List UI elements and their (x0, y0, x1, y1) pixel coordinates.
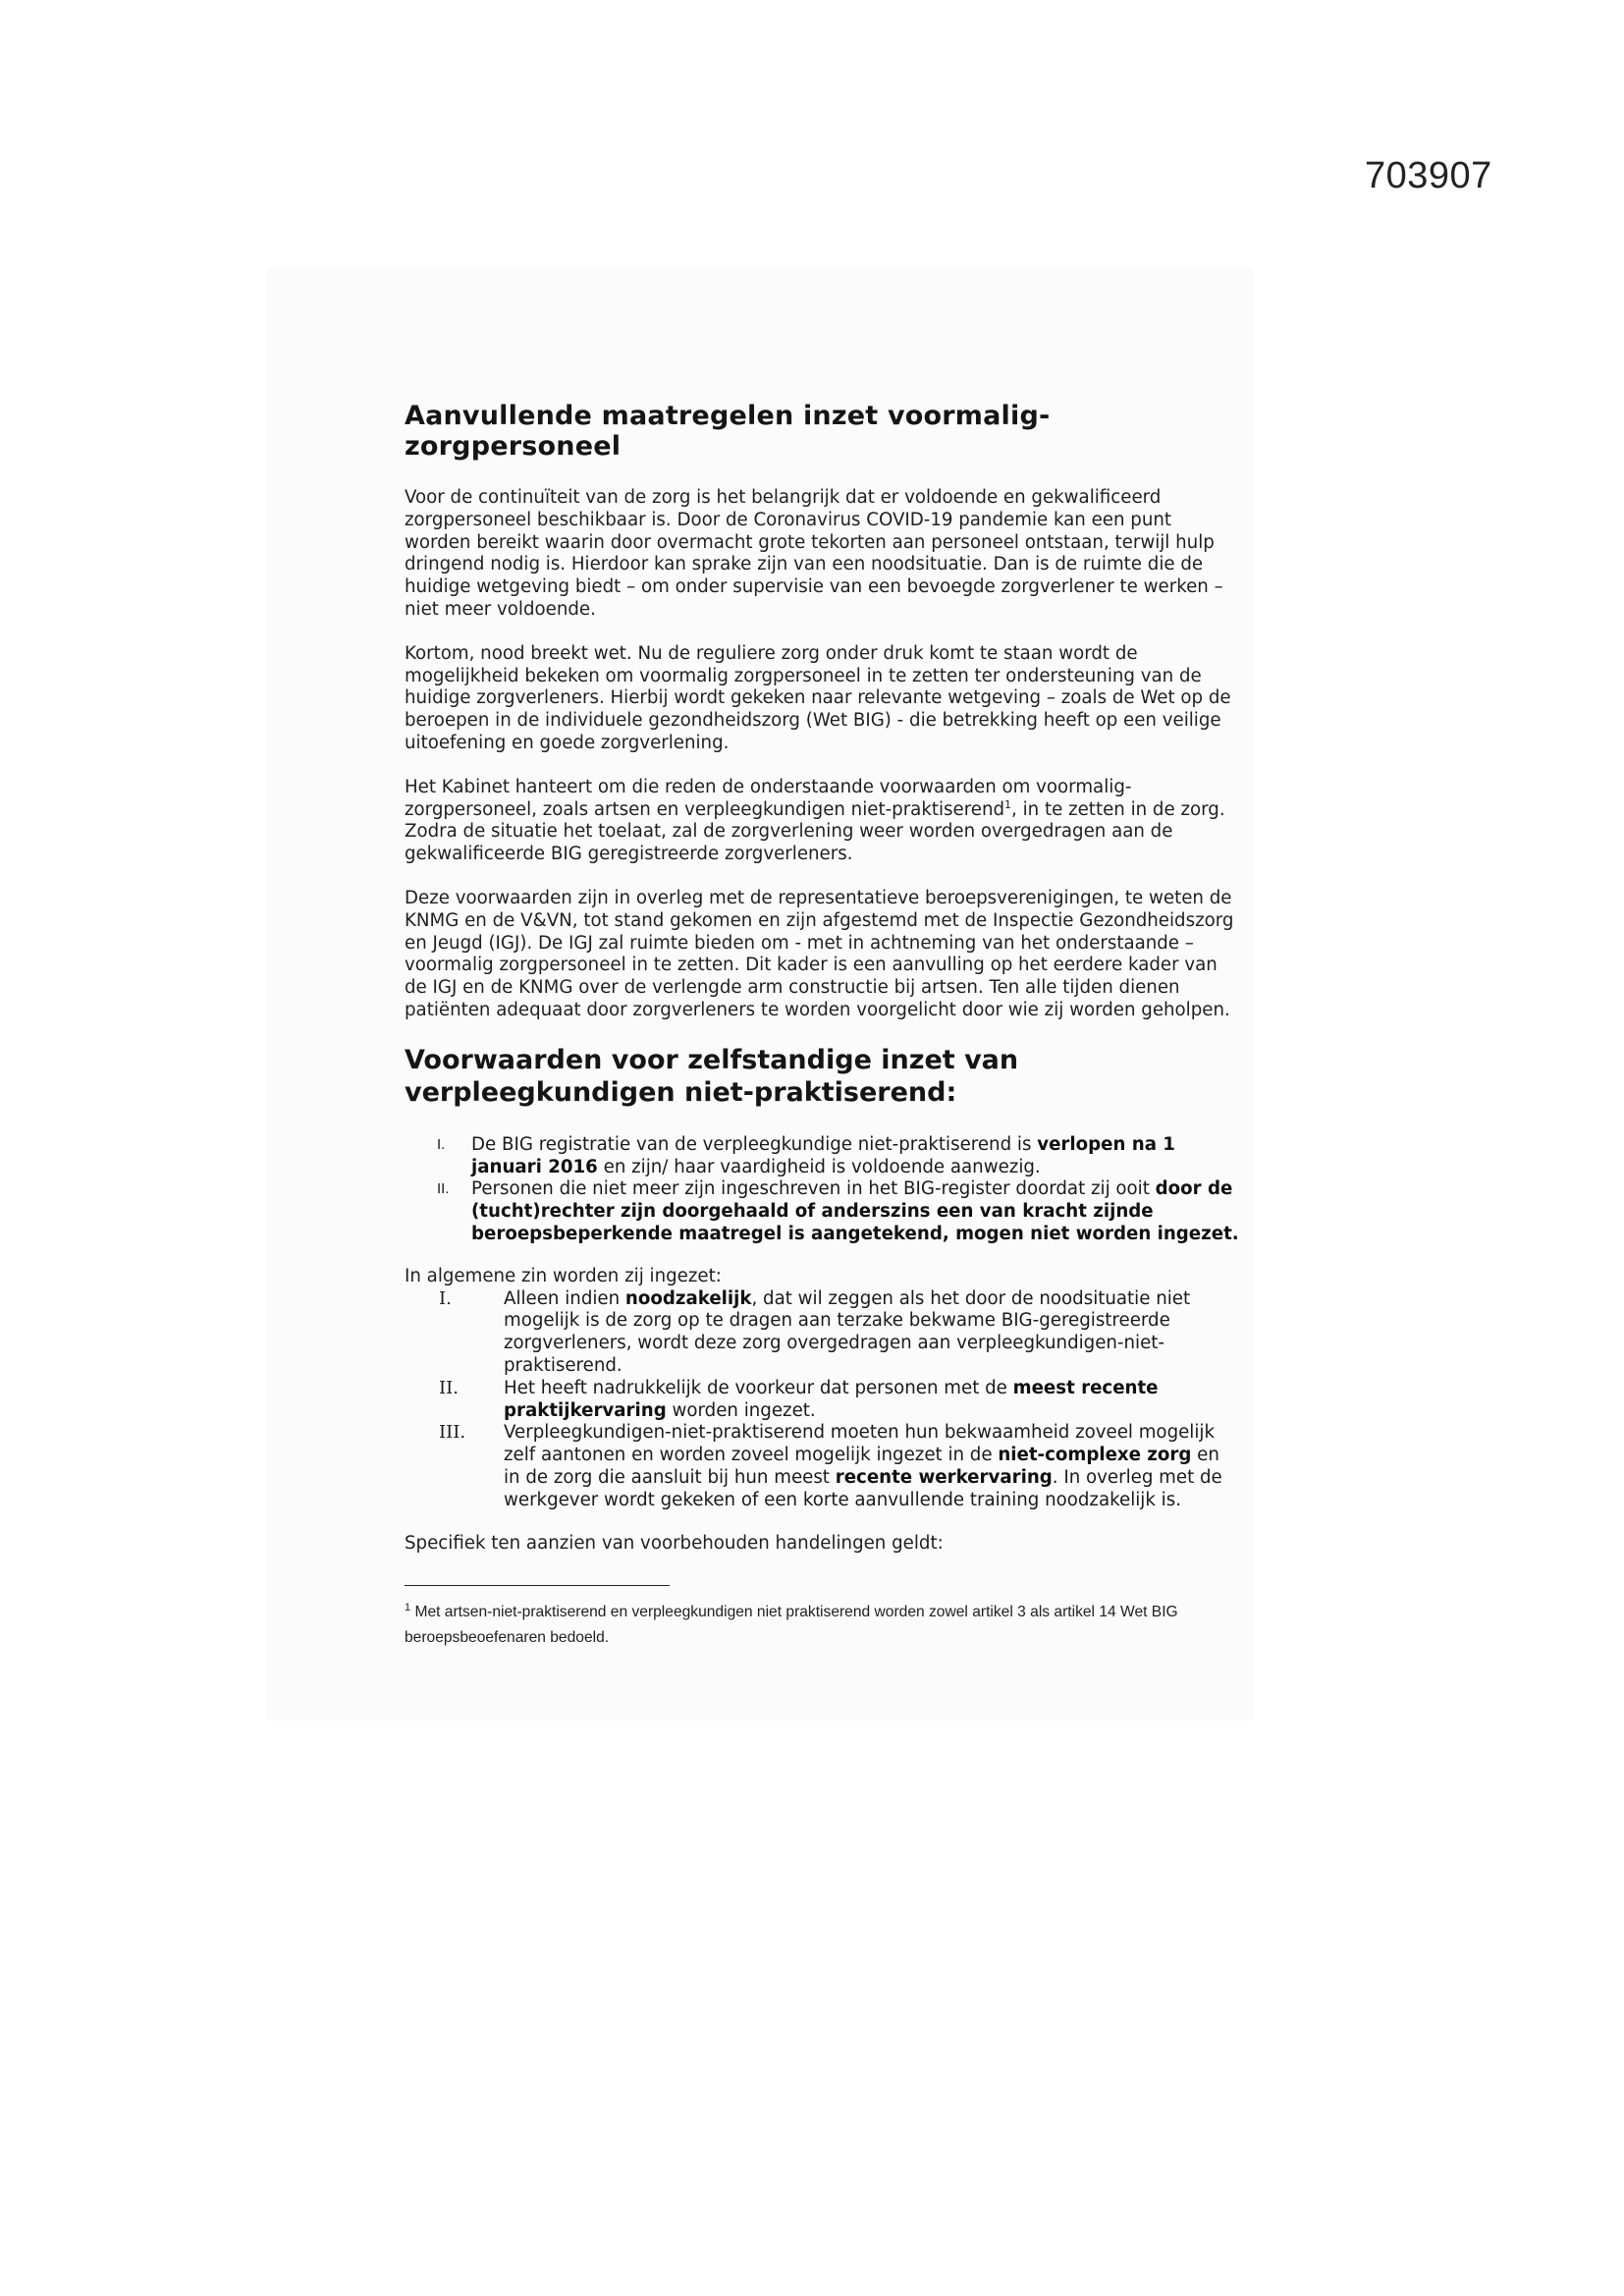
page-title: Aanvullende maatregelen inzet voormalig-zorgpersoneel (405, 401, 1051, 462)
general-intro: In algemene zin worden zij ingezet: (405, 1265, 722, 1286)
footnote-mark: 1 (405, 1602, 411, 1614)
list-number: II. (437, 1180, 450, 1198)
item-text: worden ingezet. (666, 1399, 816, 1421)
item-bold-text: meest recente praktijkervaring (504, 1377, 1159, 1421)
document-number: 703907 (1365, 155, 1492, 196)
list-item (405, 1288, 1239, 1378)
item-text: en zijn/ haar vaardigheid is voldoende aanwezig. (597, 1156, 1041, 1177)
item-bold-text: noodzakelijk (624, 1287, 752, 1309)
footnote-reference: 1 (1004, 797, 1012, 811)
item-text: en in de zorg die aansluit bij hun meest (504, 1445, 1219, 1488)
paragraph-need-breaks-law: Kortom, nood breekt wet. Nu de reguliere zorg onder druk komt te staan wordt de mogelijkheid bekeken om voormalig zorgpersoneel in te zetten ter ondersteuning van de huidige zorgverleners. Hierbij wordt gekeken naar relevante wetgeving – zoals de Wet op de beroepen in de individuele gezondheidszorg (Wet BIG) - die betrekking heeft op een veilige uitoefening en goede zorgverlening. (405, 642, 1231, 753)
list-number: III. (439, 1422, 466, 1444)
paragraph-specific: Specifiek ten aanzien van voorbehouden handelingen geldt: (405, 1533, 944, 1555)
conditions-list (405, 1134, 1239, 1246)
item-bold-text: recente werkervaring (835, 1466, 1053, 1488)
list-number: II. (439, 1377, 459, 1398)
paragraph-cabinet-conditions (405, 777, 1239, 866)
general-list (405, 1288, 1239, 1512)
list-number: I. (437, 1135, 446, 1153)
footnote-text: Met artsen-niet-praktiserend en verpleegkundigen niet praktiserend worden zowel artikel 3 als artikel 14 Wet BIG beroepsbeoefenaren bedoeld. (405, 1604, 1178, 1647)
footnote (405, 1600, 1239, 1651)
item-bold-text: niet-complexe zorg (998, 1445, 1192, 1466)
item-text: Het heeft nadrukkelijk de voorkeur dat personen met de (504, 1377, 1013, 1398)
item-text: Verpleegkundigen-niet-praktiserend moeten hun bekwaamheid zoveel mogelijk zelf aantonen en worden zoveel mogelijk ingezet in de (504, 1422, 1215, 1466)
footnote-divider (405, 1585, 670, 1586)
paragraph-consultation: Deze voorwaarden zijn in overleg met de representatieve beroepsverenigingen, te weten de KNMG en de V&VN, tot stand gekomen en zijn afgestemd met de Inspectie Gezondheidszorg en Jeugd (IGJ). De IGJ zal ruimte bieden om - met in achtneming van het onderstaande – voormalig zorgpersoneel in te zetten. Dit kader is een aanvulling op het eerdere kader van de IGJ en de KNMG over de verlengde arm constructie bij artsen. Ten alle tijden dienen patiënten adequaat door zorgverleners te worden voorgelicht door wie zij worden geholpen. (405, 887, 1234, 1020)
item-bold-text: verlopen na 1 januari 2016 (471, 1133, 1175, 1177)
item-text: Personen die niet meer zijn ingeschreven in het BIG-register doordat zij ooit (471, 1178, 1156, 1200)
item-text: , dat wil zeggen als het door de noodsituatie niet mogelijk is de zorg op te dragen aan terzake bekwame BIG-geregistreerde zorgverleners, wordt deze zorg overgedragen aan verpleegkundigen-niet-praktiserend. (504, 1287, 1191, 1376)
document-body (405, 401, 1239, 1651)
list-item (405, 1378, 1239, 1423)
item-text: Alleen indien (504, 1287, 625, 1309)
list-item (405, 1134, 1239, 1179)
paragraph-text: , in te zetten in de zorg. Zodra de situatie het toelaat, zal de zorgverlening weer worden overgedragen aan de gekwalificeerde BIG geregistreerde zorgverleners. (405, 798, 1225, 865)
item-text: De BIG registratie van de verpleegkundige niet-praktiserend is (471, 1133, 1038, 1155)
section-heading: Voorwaarden voor zelfstandige inzet van verpleegkundigen niet-praktiserend: (405, 1044, 1019, 1108)
paragraph-continuity: Voor de continuïteit van de zorg is het belangrijk dat er voldoende en gekwalificeerd zorgpersoneel beschikbaar is. Door de Coronavirus COVID-19 pandemie kan een punt worden bereikt waarin door overmacht grote tekorten aan personeel ontstaan, terwijl hulp dringend nodig is. Hierdoor kan sprake zijn van een noodsituatie. Dan is de ruimte die de huidige wetgeving biedt – om onder supervisie van een bevoegde zorgverlener te werken – niet meer voldoende. (405, 487, 1223, 620)
list-number: I. (439, 1287, 452, 1309)
item-bold-text: door de (tucht)rechter zijn doorgehaald of anderszins een van kracht zijnde beroepsbeperkende maatregel is aangetekend, mogen niet worden ingezet. (471, 1178, 1239, 1244)
list-item (405, 1422, 1239, 1511)
paragraph-text: Het Kabinet hanteert om die reden de onderstaande voorwaarden om voormalig-zorgpersoneel, zoals artsen en verpleegkundigen niet-praktiserend (405, 776, 1132, 820)
item-text: . In overleg met de werkgever wordt gekeken of een korte aanvullende training noodzakelijk is. (504, 1466, 1222, 1510)
list-item (405, 1178, 1239, 1245)
